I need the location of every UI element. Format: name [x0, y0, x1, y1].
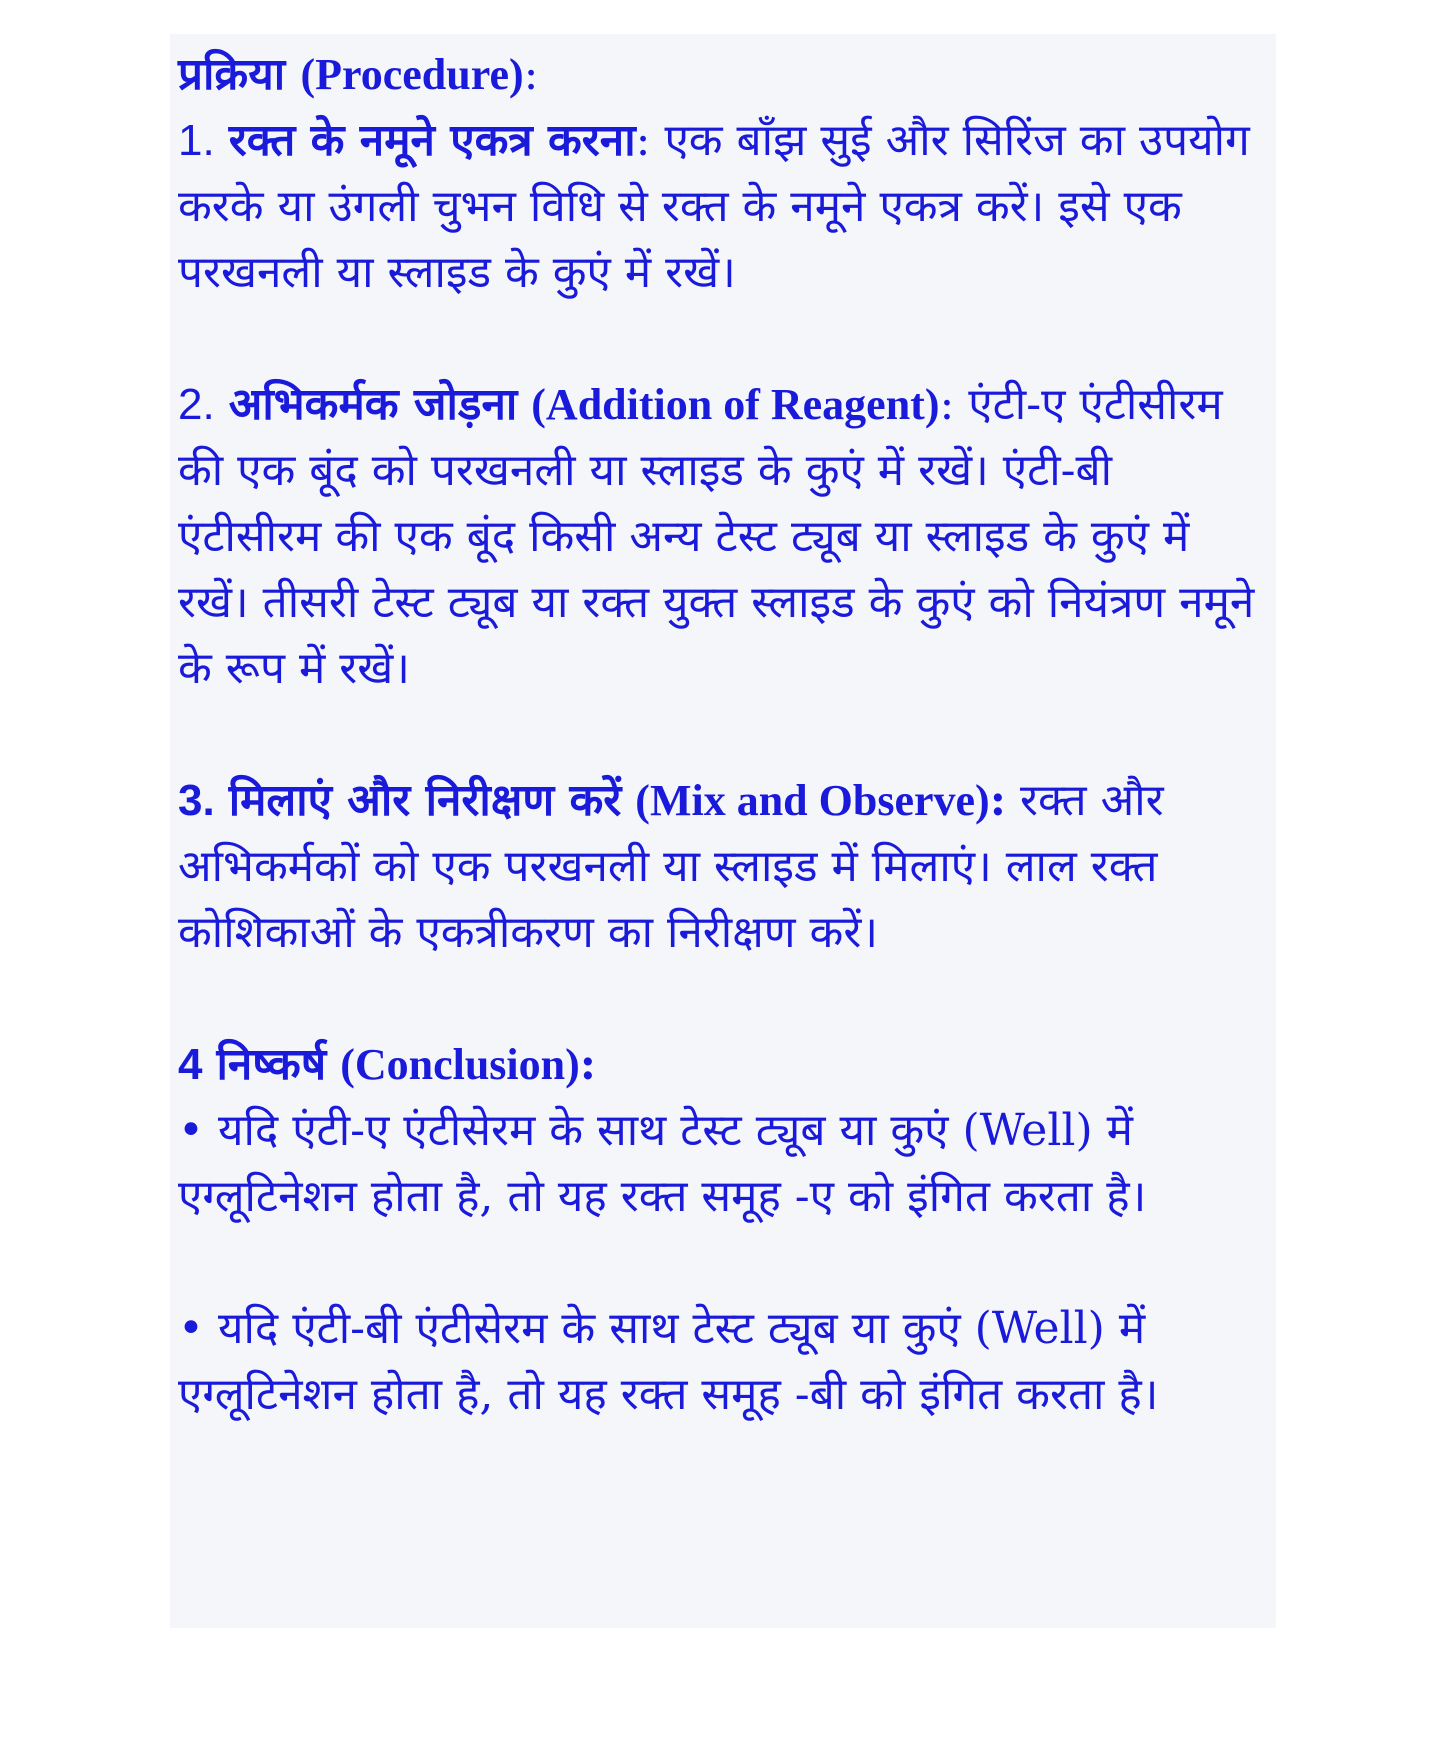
step-3-colon: :: [989, 775, 1006, 826]
procedure-heading-colon: :: [523, 49, 539, 100]
procedure-heading-hi: प्रक्रिया: [178, 49, 286, 100]
step-3-title-en: (Mix and Observe): [635, 776, 990, 825]
step-3-number: 3.: [178, 776, 215, 825]
step-1-title: रक्त के नमूने एकत्र करना: [228, 115, 636, 166]
conclusion-title-en: (Conclusion): [340, 1040, 580, 1089]
conclusion-bullet-2-section: [178, 1296, 1264, 1428]
conclusion-section: [178, 1032, 1264, 1230]
step-2-body: एंटी-ए एंटीसीरम की एक बूंद को परखनली या स्लाइड के कुएं में रखें। एंटी-बी एंटीसीरम की एक बूंद किसी अन्य टेस्ट ट्यूब या स्लाइड के कुएं में रखें। तीसरी टेस्ट ट्यूब या रक्त युक्त स्लाइड के कुएं को नियंत्रण नमूने के रूप में रखें।: [178, 379, 1255, 694]
conclusion-bullet-1: • यदि एंटी-ए एंटीसेरम के साथ टेस्ट ट्यूब या कुएं (Well) में एग्लूटिनेशन होता है, तो यह रक्त समूह -ए को इंगित करता है।: [178, 1105, 1147, 1222]
step-3-title-hi: मिलाएं और निरीक्षण करें: [228, 775, 622, 826]
step-2-title-hi: अभिकर्मक जोड़ना: [228, 379, 518, 430]
conclusion-title-hi: निष्कर्ष: [216, 1039, 327, 1090]
step-3-body: रक्त और अभिकर्मकों को एक परखनली या स्लाइड में मिलाएं। लाल रक्त कोशिकाओं के एकत्रीकरण का निरीक्षण करें।: [178, 775, 1164, 958]
step-2-colon: :: [939, 379, 955, 430]
step-2-section: [178, 372, 1264, 702]
step-1-number: 1.: [178, 116, 215, 165]
step-2-title-en: (Addition of Reagent): [531, 380, 940, 429]
content-panel: [170, 34, 1276, 1628]
step-1-colon: :: [635, 115, 651, 166]
step-2-number: 2.: [178, 380, 215, 429]
step-3-section: [178, 768, 1264, 966]
step-1-body: एक बाँझ सुई और सिरिंज का उपयोग करके या उंगली चुभन विधि से रक्त के नमूने एकत्र करें। इसे एक परखनली या स्लाइड के कुएं में रखें।: [178, 115, 1250, 298]
conclusion-colon: :: [579, 1039, 597, 1090]
conclusion-number: 4: [178, 1040, 203, 1089]
conclusion-bullet-2: • यदि एंटी-बी एंटीसेरम के साथ टेस्ट ट्यूब या कुएं (Well) में एग्लूटिनेशन होता है, तो यह रक्त समूह -बी को इंगित करता है।: [178, 1303, 1159, 1420]
procedure-section: [178, 42, 1264, 306]
procedure-heading: [178, 49, 524, 100]
procedure-heading-en: (Procedure): [300, 50, 524, 99]
